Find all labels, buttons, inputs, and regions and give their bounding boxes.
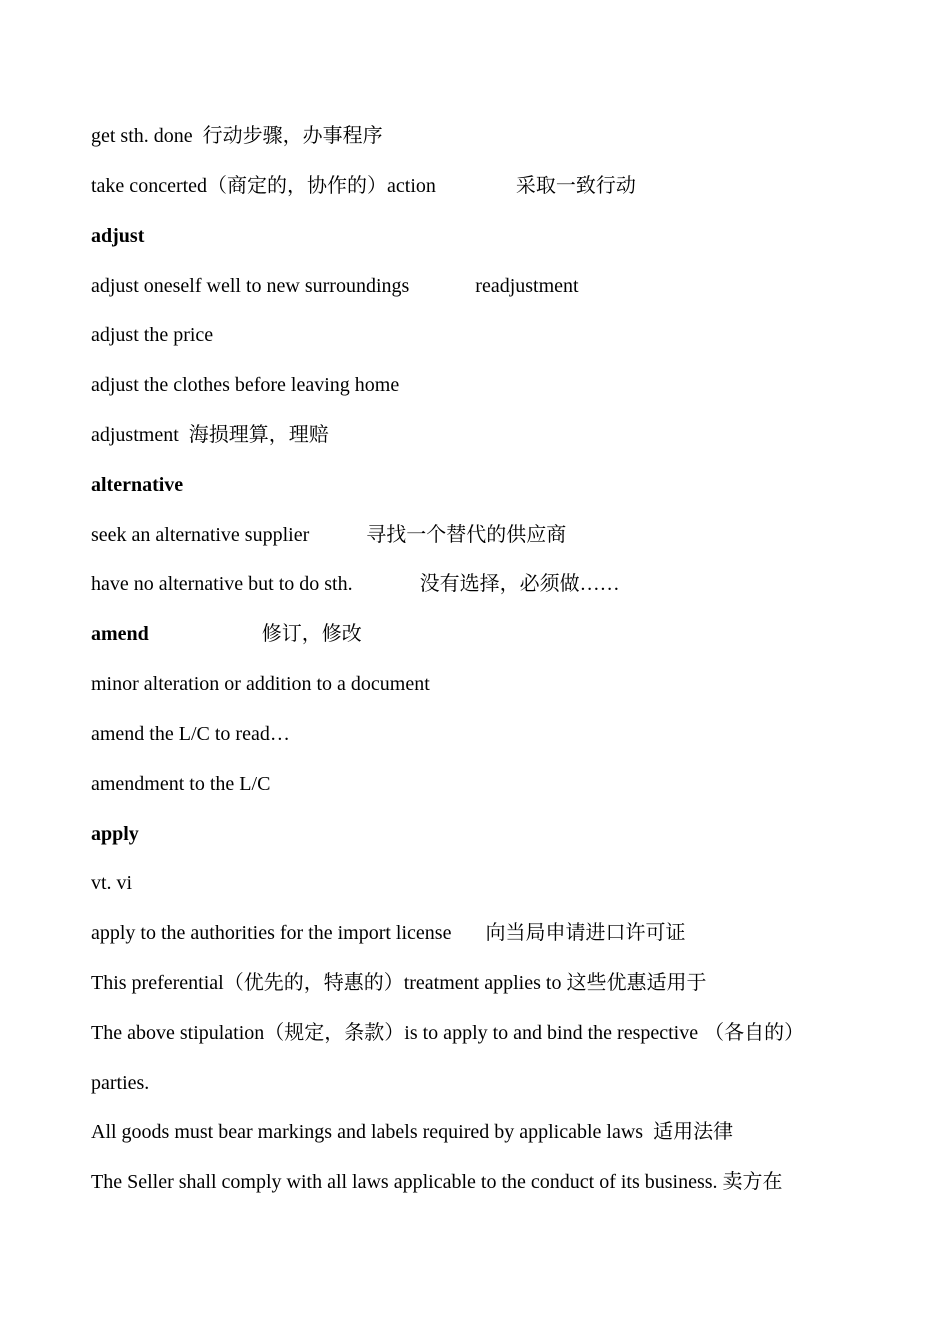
text-line (91, 772, 270, 796)
phrase: vt. vi (91, 872, 133, 894)
headword: amend (91, 623, 149, 645)
text-line (91, 672, 430, 696)
phrase: This preferential（优先的，特惠的）treatment applies to 这些优惠适用于 (91, 972, 707, 994)
text-line (91, 971, 706, 995)
phrase: seek an alternative supplier (91, 524, 310, 546)
text-line (91, 1021, 804, 1045)
headword-apply (91, 822, 139, 846)
phrase: minor alteration or addition to a document (91, 673, 430, 695)
translation: 没有选择，必须做…… (419, 573, 620, 595)
phrase: have no alternative but to do sth. (91, 573, 353, 595)
translation: 寻找一个替代的供应商 (366, 524, 567, 546)
phrase: get sth. done (91, 125, 193, 147)
phrase: parties. (91, 1072, 150, 1094)
text-line (91, 274, 579, 298)
phrase: adjust the price (91, 324, 214, 346)
text-line (91, 572, 620, 596)
headword: apply (91, 823, 139, 845)
phrase: take concerted（商定的，协作的）action (91, 175, 436, 197)
headword-adjust (91, 224, 144, 248)
phrase: amendment to the L/C (91, 773, 271, 795)
translation: 行动步骤，办事程序 (202, 125, 383, 147)
text-line (91, 523, 566, 547)
text-line (91, 174, 636, 198)
translation: 适用法律 (653, 1121, 734, 1143)
related-word: readjustment (475, 275, 579, 297)
phrase: The Seller shall comply with all laws applicable to the conduct of its business. 卖方在 (91, 1171, 783, 1193)
headword-alternative (91, 473, 183, 497)
phrase: adjust oneself well to new surroundings (91, 275, 410, 297)
text-line (91, 423, 329, 447)
translation: 修订，修改 (261, 623, 362, 645)
text-line (91, 1071, 149, 1095)
phrase: The above stipulation（规定，条款）is to apply to and bind the respective (91, 1022, 699, 1044)
text-line (91, 871, 132, 895)
translation: 海损理算，理赔 (188, 424, 329, 446)
translation: （各自的） (704, 1022, 805, 1044)
translation: 向当局申请进口许可证 (485, 922, 686, 944)
text-line (91, 1170, 783, 1194)
phrase: adjust the clothes before leaving home (91, 374, 400, 396)
phrase: apply to the authorities for the import license (91, 922, 452, 944)
text-line (91, 323, 213, 347)
phrase: amend the L/C to read… (91, 723, 290, 745)
headword: adjust (91, 225, 145, 247)
text-line (91, 373, 399, 397)
translation: 采取一致行动 (515, 175, 636, 197)
phrase: All goods must bear markings and labels required by applicable laws (91, 1121, 644, 1143)
headword-amend (91, 622, 362, 646)
text-line (91, 124, 383, 148)
text-line (91, 722, 290, 746)
text-line (91, 921, 685, 945)
phrase: adjustment (91, 424, 179, 446)
headword: alternative (91, 474, 184, 496)
text-line (91, 1120, 733, 1144)
